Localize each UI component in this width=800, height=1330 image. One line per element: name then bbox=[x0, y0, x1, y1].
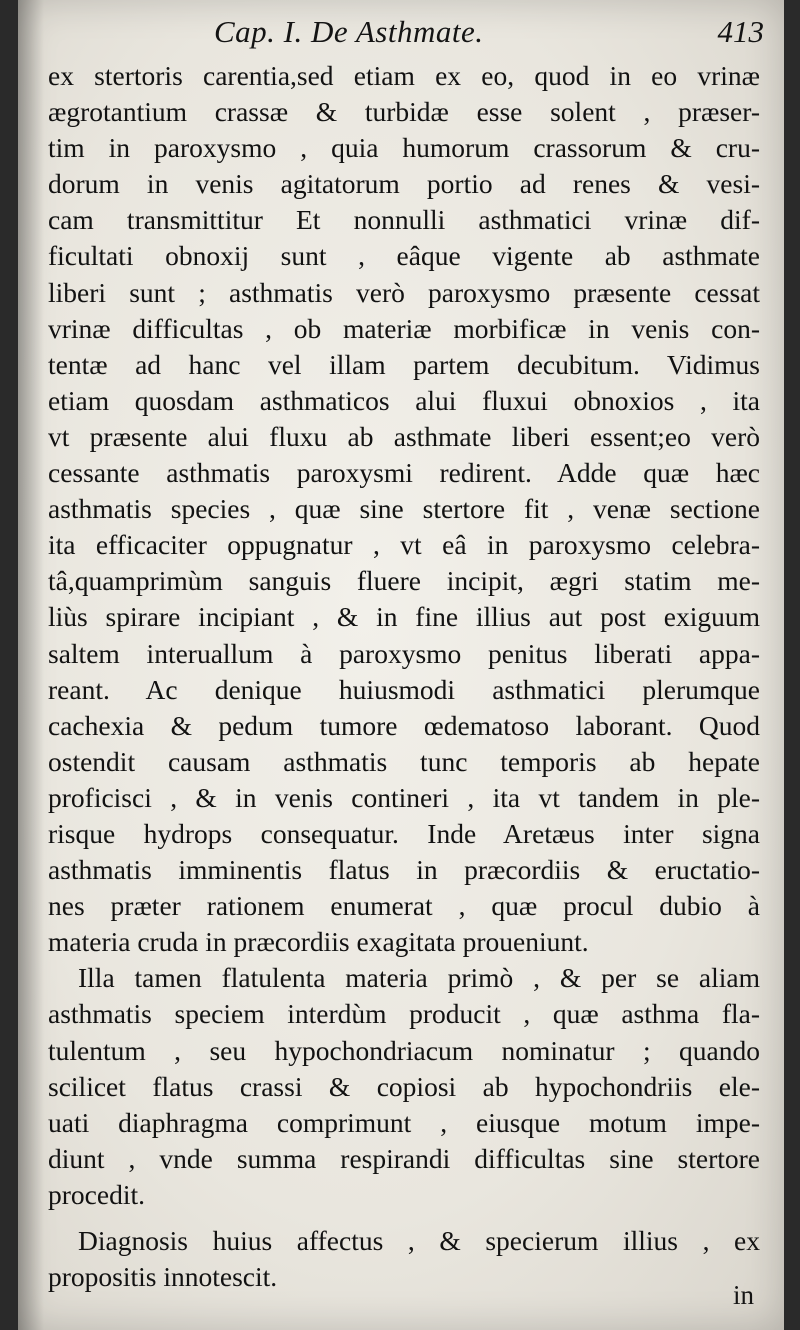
text-line: tentæ ad hanc vel illam partem decubitum. Vidimus bbox=[48, 348, 760, 380]
text-line: tim in paroxysmo , quia humorum crassorum & cru- bbox=[48, 132, 760, 164]
text-line: dorum in venis agitatorum portio ad renes & vesi- bbox=[48, 168, 760, 200]
text-line: vt præsente alui fluxu ab asthmate liberi essent;eo verò bbox=[48, 420, 760, 452]
text-line: Illa tamen flatulenta materia primò , & per se aliam bbox=[78, 962, 760, 994]
body-text bbox=[48, 58, 760, 1295]
text-line: nes præter rationem enumerat , quæ procul dubio à bbox=[48, 890, 760, 922]
paragraph-3 bbox=[48, 1223, 760, 1295]
text-line: diunt , vnde summa respirandi difficultas sine stertore bbox=[48, 1142, 760, 1174]
text-line: materia cruda in præcordiis exagitata proueniunt. bbox=[48, 926, 589, 958]
catchword: in bbox=[732, 1280, 754, 1310]
text-line: reant. Ac denique huiusmodi asthmatici plerumque bbox=[48, 673, 760, 705]
text-line: tulentum , seu hypochondriacum nominatur ; quando bbox=[48, 1034, 760, 1066]
text-line: ficultati obnoxij sunt , eâque vigente ab asthmate bbox=[48, 240, 760, 272]
text-line: cachexia & pedum tumore œdematoso laborant. Quod bbox=[48, 709, 760, 741]
text-line: propositis innotescit. bbox=[48, 1261, 278, 1293]
text-line: scilicet flatus crassi & copiosi ab hypochondriis ele- bbox=[48, 1070, 760, 1102]
text-line: liberi sunt ; asthmatis verò paroxysmo præsente cessat bbox=[48, 276, 760, 308]
text-line: asthmatis imminentis flatus in præcordiis & eructatio- bbox=[48, 854, 760, 886]
text-line: cessante asthmatis paroxysmi redirent. Adde quæ hæc bbox=[48, 457, 760, 489]
paragraph-spacer bbox=[48, 1213, 760, 1223]
text-line: liùs spirare incipiant , & in fine illius aut post exiguum bbox=[48, 601, 760, 633]
page-gutter-shadow bbox=[18, 0, 44, 1330]
text-line: asthmatis speciem interdùm producit , quæ asthma fla- bbox=[48, 998, 760, 1030]
page-number: 413 bbox=[717, 14, 764, 49]
text-line: ostendit causam asthmatis tunc temporis ab hepate bbox=[48, 745, 760, 777]
page-header bbox=[18, 14, 784, 54]
text-line: asthmatis species , quæ sine stertore fit , venæ sectione bbox=[48, 493, 760, 525]
text-line: vrinæ difficultas , ob materiæ morbificæ in venis con- bbox=[48, 312, 760, 344]
text-line: etiam quosdam asthmaticos alui fluxui obnoxios , ita bbox=[48, 384, 760, 416]
text-line: uati diaphragma comprimunt , eiusque motum impe- bbox=[48, 1106, 760, 1138]
text-line: procedit. bbox=[48, 1178, 145, 1210]
text-line: proficisci , & in venis contineri , ita vt tandem in ple- bbox=[48, 781, 760, 813]
paragraph-1 bbox=[48, 58, 760, 960]
text-line: ægrotantium crassæ & turbidæ esse solent , præser- bbox=[48, 96, 760, 128]
text-line: risque hydrops consequatur. Inde Aretæus inter signa bbox=[48, 817, 760, 849]
text-line: tâ,quamprimùm sanguis fluere incipit, ægri statim me- bbox=[48, 565, 760, 597]
text-line: Diagnosis huius affectus , & specierum illius , ex bbox=[78, 1225, 760, 1256]
text-line: cam transmittitur Et nonnulli asthmatici vrinæ dif- bbox=[48, 204, 760, 236]
book-page bbox=[18, 0, 784, 1330]
running-title: Cap. I. De Asthmate. bbox=[214, 14, 484, 49]
paragraph-2 bbox=[48, 960, 760, 1213]
text-line: ita efficaciter oppugnatur , vt eâ in paroxysmo celebra- bbox=[48, 529, 760, 561]
text-line: saltem interuallum à paroxysmo penitus liberati appa- bbox=[48, 637, 760, 669]
text-line: ex stertoris carentia,sed etiam ex eo, quod in eo vrinæ bbox=[48, 60, 760, 91]
